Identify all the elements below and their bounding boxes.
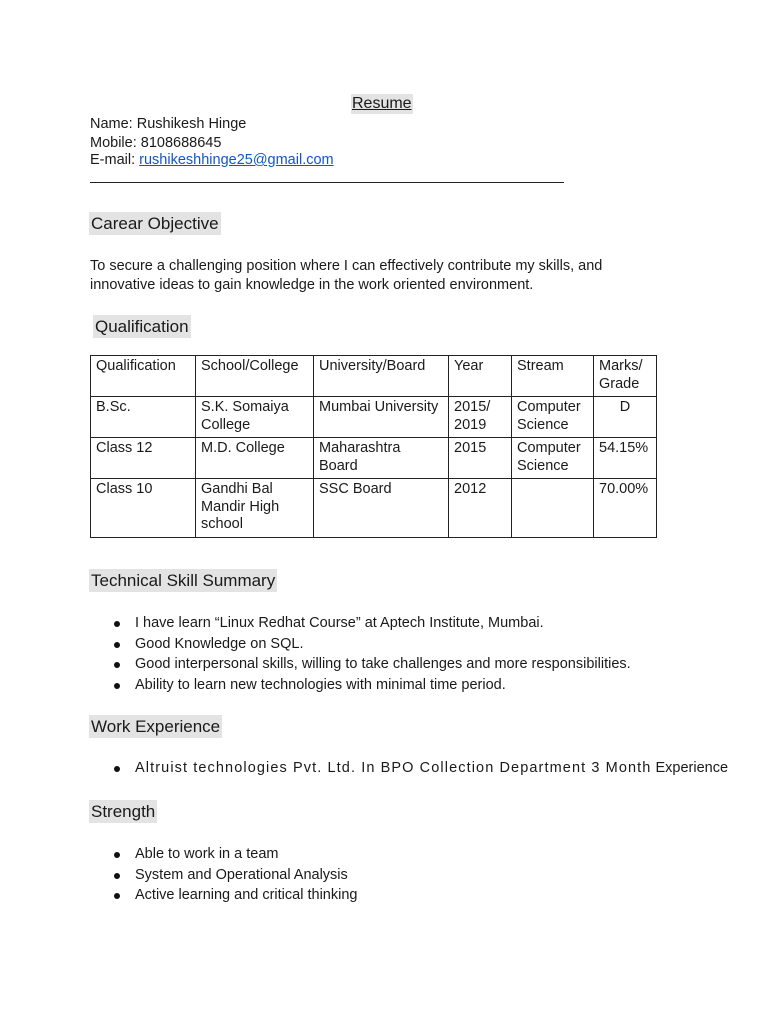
list-item [90, 675, 631, 696]
contact-name: Name: Rushikesh Hinge [90, 116, 247, 132]
table-cell: 2015/ 2019 [449, 397, 512, 438]
resume-title: Resume [352, 95, 412, 112]
objective-heading: Carear Objective [91, 214, 219, 233]
list-item [90, 634, 631, 655]
table-cell: 2015 [449, 438, 512, 479]
table-cell: Class 12 [91, 438, 196, 479]
list-item [90, 865, 357, 886]
skills-heading: Technical Skill Summary [91, 571, 276, 590]
strength-heading: Strength [91, 802, 156, 821]
table-cell [512, 479, 594, 538]
experience-list [90, 758, 728, 779]
table-cell: Class 10 [91, 479, 196, 538]
header-cell: Year [449, 356, 512, 397]
table-cell: B.Sc. [91, 397, 196, 438]
table-row [91, 397, 657, 438]
contact-mobile: Mobile: 8108688645 [90, 135, 222, 151]
header-cell: Qualification [91, 356, 196, 397]
list-item-text: Good interpersonal skills, willing to take challenges and more responsibilities. [135, 656, 631, 673]
table-header-row [91, 356, 657, 397]
table-row [91, 438, 657, 479]
table-cell: 70.00% [594, 479, 657, 538]
list-item [90, 844, 357, 865]
bullet-icon [114, 766, 120, 772]
header-cell: University/Board [314, 356, 449, 397]
skills-list [90, 613, 631, 695]
table-cell: Gandhi Bal Mandir High school [196, 479, 314, 538]
objective-line: To secure a challenging position where I can effectively contribute my skills, and [90, 258, 603, 274]
header-cell: Marks/ Grade [594, 356, 657, 397]
table-cell: S.K. Somaiya College [196, 397, 314, 438]
list-item [90, 758, 728, 779]
list-item-text: Altruist technologies Pvt. Ltd. In BPO Collection Department 3 Month [135, 760, 652, 776]
contact-email [90, 151, 334, 169]
table-cell: Computer Science [512, 397, 594, 438]
list-item-text: I have learn “Linux Redhat Course” at Aptech Institute, Mumbai. [135, 615, 544, 631]
email-link[interactable]: rushikeshhinge25@gmail.com [139, 152, 334, 168]
table-cell: 2012 [449, 479, 512, 538]
list-item-text: System and Operational Analysis [135, 866, 348, 883]
bullet-icon [114, 621, 120, 627]
table-cell: Computer Science [512, 438, 594, 479]
email-label: E-mail: [90, 152, 140, 168]
objective-line: innovative ideas to gain knowledge in the work oriented environment. [90, 277, 534, 293]
header-cell: School/College [196, 356, 314, 397]
bullet-icon [114, 852, 120, 858]
table-cell: Mumbai University [314, 397, 449, 438]
list-item-text: Active learning and critical thinking [135, 887, 358, 904]
table-cell: M.D. College [196, 438, 314, 479]
list-item [90, 613, 631, 634]
list-item-text: Able to work in a team [135, 846, 279, 862]
bullet-icon [114, 873, 120, 879]
table-cell: SSC Board [314, 479, 449, 538]
bullet-icon [114, 893, 120, 899]
divider-line [90, 182, 564, 183]
bullet-icon [114, 662, 120, 668]
strength-list [90, 844, 357, 906]
list-item [90, 654, 631, 675]
header-cell: Stream [512, 356, 594, 397]
experience-heading: Work Experience [91, 717, 221, 736]
list-item-text: Ability to learn new technologies with minimal time period. [135, 676, 506, 693]
bullet-icon [114, 683, 120, 689]
list-item [90, 885, 357, 906]
table-cell: 54.15% [594, 438, 657, 479]
list-item-text: Good Knowledge on SQL. [135, 635, 304, 652]
table-row [91, 479, 657, 538]
qualification-heading: Qualification [95, 317, 189, 336]
objective-text [90, 257, 690, 295]
table-cell: Maharashtra Board [314, 438, 449, 479]
table-cell: D [594, 397, 657, 438]
qualification-table [90, 355, 657, 538]
bullet-icon [114, 642, 120, 648]
list-item-text-tail: Experience [651, 760, 729, 776]
